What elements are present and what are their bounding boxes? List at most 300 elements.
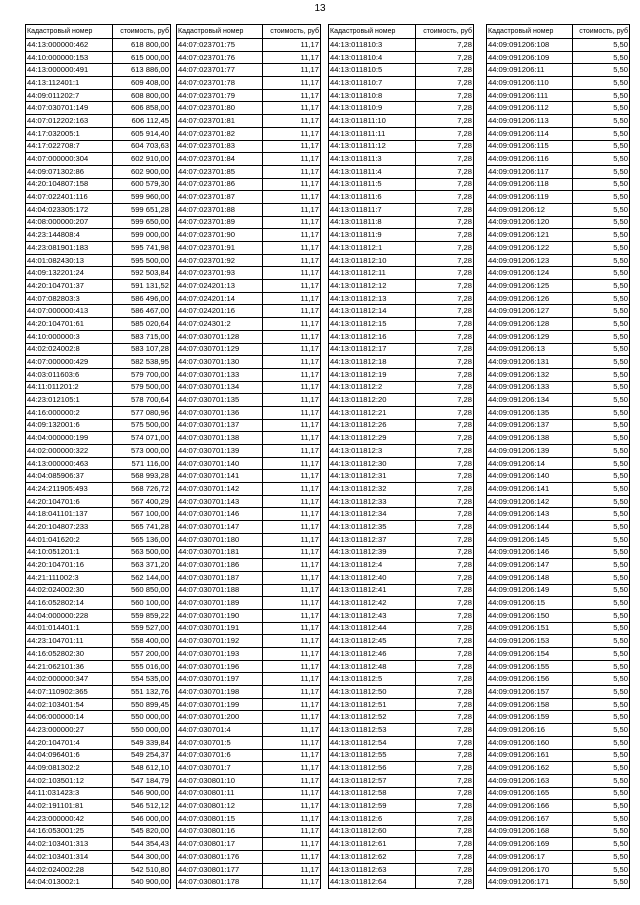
cost-cell: 5,50 xyxy=(572,242,629,255)
cost-cell: 7,28 xyxy=(416,622,474,635)
cost-cell: 11,17 xyxy=(263,305,321,318)
cost-cell: 11,17 xyxy=(263,445,321,458)
cadastral-number-cell: 44:09:091206:169 xyxy=(487,838,573,851)
table-row xyxy=(26,508,171,521)
cost-cell: 7,28 xyxy=(416,394,474,407)
cadastral-number-cell: 44:20:104701:16 xyxy=(26,559,113,572)
cadastral-number-cell: 44:07:030701:189 xyxy=(177,597,263,610)
table-row xyxy=(487,381,630,394)
cost-cell: 11,17 xyxy=(263,330,321,343)
cost-cell: 568 993,28 xyxy=(113,470,171,483)
table-row xyxy=(487,698,630,711)
table-row xyxy=(177,825,321,838)
table-row xyxy=(487,851,630,864)
cost-cell: 557 200,00 xyxy=(113,648,171,661)
cadastral-number-cell: 44:02:191101:81 xyxy=(26,800,113,813)
cost-cell: 7,28 xyxy=(416,495,474,508)
cadastral-number-cell: 44:07:030701:143 xyxy=(177,495,263,508)
table-row xyxy=(26,812,171,825)
cost-cell: 7,28 xyxy=(416,178,474,191)
table-row xyxy=(26,559,171,572)
cadastral-number-cell: 44:02:103501:12 xyxy=(26,774,113,787)
cost-cell: 5,50 xyxy=(572,686,629,699)
cadastral-number-cell: 44:07:023701:85 xyxy=(177,165,263,178)
cost-cell: 7,28 xyxy=(416,521,474,534)
cost-cell: 7,28 xyxy=(416,508,474,521)
cadastral-number-cell: 44:09:091206:117 xyxy=(487,165,573,178)
cadastral-number-cell: 44:07:030701:5 xyxy=(177,736,263,749)
cost-cell: 11,17 xyxy=(263,153,321,166)
cost-cell: 7,28 xyxy=(416,64,474,77)
cost-cell: 5,50 xyxy=(572,115,629,128)
column-header-cadastral-number: Кадастровый номер xyxy=(487,25,573,39)
cost-cell: 5,50 xyxy=(572,318,629,331)
cost-cell: 11,17 xyxy=(263,203,321,216)
cadastral-number-cell: 44:02:024002:8 xyxy=(26,343,113,356)
table-row xyxy=(487,445,630,458)
table-row xyxy=(329,140,474,153)
cost-cell: 7,28 xyxy=(416,571,474,584)
table-row xyxy=(177,191,321,204)
table-row xyxy=(177,140,321,153)
cadastral-number-cell: 44:07:000000:413 xyxy=(26,305,113,318)
cadastral-number-cell: 44:07:030701:140 xyxy=(177,457,263,470)
table-row xyxy=(487,724,630,737)
cadastral-number-cell: 44:13:011810:7 xyxy=(329,77,416,90)
table-row xyxy=(26,51,171,64)
cadastral-number-cell: 44:21:062101:36 xyxy=(26,660,113,673)
table-row xyxy=(26,724,171,737)
column-header-cadastral-number: Кадастровый номер xyxy=(177,25,263,39)
cadastral-number-cell: 44:09:091206:111 xyxy=(487,89,573,102)
cost-cell: 11,17 xyxy=(263,787,321,800)
table-row xyxy=(26,762,171,775)
cadastral-number-cell: 44:04:096401:6 xyxy=(26,749,113,762)
cost-cell: 5,50 xyxy=(572,89,629,102)
cadastral-number-cell: 44:09:091206:129 xyxy=(487,330,573,343)
cost-cell: 7,28 xyxy=(416,305,474,318)
table-row xyxy=(177,280,321,293)
cost-cell: 5,50 xyxy=(572,673,629,686)
cadastral-number-cell: 44:23:000000:42 xyxy=(26,812,113,825)
cadastral-number-cell: 44:04:023305:172 xyxy=(26,203,113,216)
table-row xyxy=(177,749,321,762)
cost-cell: 602 910,00 xyxy=(113,153,171,166)
table-row xyxy=(177,330,321,343)
cost-cell: 567 400,29 xyxy=(113,495,171,508)
cadastral-number-cell: 44:09:091206:154 xyxy=(487,648,573,661)
table-row xyxy=(329,584,474,597)
cadastral-number-cell: 44:09:071302:86 xyxy=(26,165,113,178)
cost-cell: 5,50 xyxy=(572,584,629,597)
table-row xyxy=(177,318,321,331)
table-row xyxy=(329,736,474,749)
cadastral-number-cell: 44:13:011811:12 xyxy=(329,140,416,153)
table-row xyxy=(487,749,630,762)
table-row xyxy=(487,77,630,90)
table-row xyxy=(487,292,630,305)
cadastral-number-cell: 44:07:030701:149 xyxy=(26,102,113,115)
cost-cell: 7,28 xyxy=(416,242,474,255)
cost-cell: 565 741,28 xyxy=(113,521,171,534)
table-row xyxy=(487,812,630,825)
cadastral-number-cell: 44:20:104701:37 xyxy=(26,280,113,293)
cadastral-number-cell: 44:07:030801:12 xyxy=(177,800,263,813)
cost-cell: 5,50 xyxy=(572,533,629,546)
cost-cell: 11,17 xyxy=(263,546,321,559)
cadastral-number-cell: 44:09:091206:171 xyxy=(487,876,573,889)
table-row xyxy=(26,165,171,178)
cost-cell: 7,28 xyxy=(416,470,474,483)
cost-cell: 7,28 xyxy=(416,762,474,775)
cadastral-number-cell: 44:07:030701:139 xyxy=(177,445,263,458)
cadastral-number-cell: 44:09:091206:150 xyxy=(487,609,573,622)
table-row xyxy=(26,305,171,318)
cadastral-number-cell: 44:13:011812:14 xyxy=(329,305,416,318)
table-row xyxy=(487,368,630,381)
cadastral-number-cell: 44:23:144808:4 xyxy=(26,229,113,242)
cadastral-number-cell: 44:13:011812:4 xyxy=(329,559,416,572)
table-row xyxy=(487,635,630,648)
cost-cell: 11,17 xyxy=(263,178,321,191)
cadastral-number-cell: 44:09:091206:160 xyxy=(487,736,573,749)
cadastral-number-cell: 44:21:111002:3 xyxy=(26,571,113,584)
cadastral-number-cell: 44:07:023701:80 xyxy=(177,102,263,115)
cost-cell: 7,28 xyxy=(416,432,474,445)
cadastral-number-cell: 44:09:091206:132 xyxy=(487,368,573,381)
table-row xyxy=(26,127,171,140)
cost-cell: 560 100,00 xyxy=(113,597,171,610)
table-row xyxy=(329,343,474,356)
table-row xyxy=(177,292,321,305)
table-row xyxy=(26,800,171,813)
table-row xyxy=(177,51,321,64)
cadastral-table-2 xyxy=(176,24,321,889)
cadastral-number-cell: 44:07:030701:135 xyxy=(177,394,263,407)
cadastral-number-cell: 44:09:091206:162 xyxy=(487,762,573,775)
table-row xyxy=(177,876,321,889)
cadastral-number-cell: 44:09:091206:135 xyxy=(487,406,573,419)
cost-cell: 7,28 xyxy=(416,648,474,661)
table-row xyxy=(487,457,630,470)
cost-cell: 558 400,00 xyxy=(113,635,171,648)
table-row xyxy=(329,102,474,115)
cost-cell: 591 131,52 xyxy=(113,280,171,293)
cadastral-number-cell: 44:13:000000:462 xyxy=(26,39,113,52)
cadastral-number-cell: 44:13:011812:64 xyxy=(329,876,416,889)
table-row xyxy=(329,660,474,673)
table-row xyxy=(177,356,321,369)
table-row xyxy=(487,800,630,813)
cadastral-number-cell: 44:07:110902:365 xyxy=(26,686,113,699)
cost-cell: 5,50 xyxy=(572,546,629,559)
table-row xyxy=(329,597,474,610)
table-row xyxy=(329,191,474,204)
table-row xyxy=(26,216,171,229)
cost-cell: 5,50 xyxy=(572,292,629,305)
cadastral-number-cell: 44:13:011812:33 xyxy=(329,495,416,508)
cadastral-table-3 xyxy=(328,24,474,889)
cost-cell: 550 899,45 xyxy=(113,698,171,711)
cadastral-number-cell: 44:09:091206:165 xyxy=(487,787,573,800)
cost-cell: 5,50 xyxy=(572,800,629,813)
cost-cell: 606 112,45 xyxy=(113,115,171,128)
table-row xyxy=(487,216,630,229)
cadastral-number-cell: 44:09:091206:17 xyxy=(487,851,573,864)
cost-cell: 549 339,84 xyxy=(113,736,171,749)
table-row xyxy=(177,457,321,470)
cadastral-number-cell: 44:07:022401:116 xyxy=(26,191,113,204)
cadastral-number-cell: 44:09:091206:161 xyxy=(487,749,573,762)
cadastral-number-cell: 44:07:023701:89 xyxy=(177,216,263,229)
table-row xyxy=(177,115,321,128)
cost-cell: 11,17 xyxy=(263,457,321,470)
table-row xyxy=(177,242,321,255)
cost-cell: 599 650,00 xyxy=(113,216,171,229)
cost-cell: 11,17 xyxy=(263,115,321,128)
cadastral-number-cell: 44:13:011812:31 xyxy=(329,470,416,483)
table-row xyxy=(329,635,474,648)
table-row xyxy=(487,203,630,216)
cadastral-number-cell: 44:10:051201:1 xyxy=(26,546,113,559)
table-row xyxy=(177,267,321,280)
cadastral-number-cell: 44:07:023701:88 xyxy=(177,203,263,216)
cost-cell: 5,50 xyxy=(572,711,629,724)
cadastral-number-cell: 44:07:023701:78 xyxy=(177,77,263,90)
cadastral-number-cell: 44:13:011812:62 xyxy=(329,851,416,864)
cost-cell: 7,28 xyxy=(416,51,474,64)
cost-cell: 5,50 xyxy=(572,330,629,343)
cadastral-number-cell: 44:09:091206:138 xyxy=(487,432,573,445)
cost-cell: 7,28 xyxy=(416,609,474,622)
table-row xyxy=(26,89,171,102)
cadastral-number-cell: 44:13:011812:35 xyxy=(329,521,416,534)
cost-cell: 5,50 xyxy=(572,267,629,280)
table-row xyxy=(329,711,474,724)
cost-cell: 7,28 xyxy=(416,165,474,178)
cost-cell: 11,17 xyxy=(263,495,321,508)
table-row xyxy=(487,242,630,255)
cost-cell: 605 914,40 xyxy=(113,127,171,140)
cost-cell: 7,28 xyxy=(416,406,474,419)
table-row xyxy=(26,343,171,356)
cadastral-number-cell: 44:02:024002:30 xyxy=(26,584,113,597)
table-row xyxy=(329,39,474,52)
table-row xyxy=(329,876,474,889)
cadastral-number-cell: 44:07:030701:197 xyxy=(177,673,263,686)
table-row xyxy=(487,546,630,559)
cost-cell: 571 116,00 xyxy=(113,457,171,470)
cost-cell: 7,28 xyxy=(416,736,474,749)
table-row xyxy=(177,153,321,166)
cadastral-number-cell: 44:04:000000:228 xyxy=(26,609,113,622)
cadastral-number-cell: 44:01:082430:13 xyxy=(26,254,113,267)
cost-cell: 11,17 xyxy=(263,39,321,52)
cost-cell: 11,17 xyxy=(263,812,321,825)
cadastral-number-cell: 44:07:030701:130 xyxy=(177,356,263,369)
cadastral-number-cell: 44:13:011812:40 xyxy=(329,571,416,584)
cadastral-number-cell: 44:13:011812:60 xyxy=(329,825,416,838)
cost-cell: 5,50 xyxy=(572,698,629,711)
cost-cell: 11,17 xyxy=(263,51,321,64)
cadastral-number-cell: 44:09:091206:134 xyxy=(487,394,573,407)
cost-cell: 546 900,00 xyxy=(113,787,171,800)
cost-cell: 7,28 xyxy=(416,419,474,432)
table-row xyxy=(26,318,171,331)
cost-cell: 11,17 xyxy=(263,406,321,419)
cadastral-number-cell: 44:04:085906:37 xyxy=(26,470,113,483)
table-row xyxy=(26,470,171,483)
table-row xyxy=(487,165,630,178)
table-row xyxy=(26,648,171,661)
cost-cell: 559 527,00 xyxy=(113,622,171,635)
cost-cell: 5,50 xyxy=(572,39,629,52)
cadastral-number-cell: 44:09:091206:118 xyxy=(487,178,573,191)
cadastral-number-cell: 44:13:011812:56 xyxy=(329,762,416,775)
table-row xyxy=(177,863,321,876)
cost-cell: 11,17 xyxy=(263,774,321,787)
table-row xyxy=(26,851,171,864)
table-row xyxy=(26,178,171,191)
table-row xyxy=(487,559,630,572)
cost-cell: 7,28 xyxy=(416,863,474,876)
cadastral-number-cell: 44:09:091206:146 xyxy=(487,546,573,559)
cadastral-number-cell: 44:13:011812:32 xyxy=(329,483,416,496)
cadastral-number-cell: 44:08:000000:207 xyxy=(26,216,113,229)
table-row xyxy=(26,229,171,242)
cost-cell: 602 900,00 xyxy=(113,165,171,178)
cost-cell: 11,17 xyxy=(263,229,321,242)
cost-cell: 7,28 xyxy=(416,343,474,356)
cadastral-number-cell: 44:07:030701:198 xyxy=(177,686,263,699)
cadastral-number-cell: 44:11:031423:3 xyxy=(26,787,113,800)
cost-cell: 11,17 xyxy=(263,165,321,178)
table-row xyxy=(329,800,474,813)
cadastral-number-cell: 44:07:030801:16 xyxy=(177,825,263,838)
cadastral-number-cell: 44:13:011812:54 xyxy=(329,736,416,749)
cadastral-number-cell: 44:09:091206:157 xyxy=(487,686,573,699)
table-row xyxy=(26,698,171,711)
cost-cell: 7,28 xyxy=(416,381,474,394)
cadastral-number-cell: 44:09:091206:170 xyxy=(487,863,573,876)
table-row xyxy=(26,203,171,216)
cadastral-number-cell: 44:09:011202:7 xyxy=(26,89,113,102)
table-row xyxy=(487,51,630,64)
table-row xyxy=(329,698,474,711)
table-row xyxy=(329,521,474,534)
table-row xyxy=(26,368,171,381)
cadastral-number-cell: 44:13:000000:463 xyxy=(26,457,113,470)
table-row xyxy=(329,229,474,242)
table-row xyxy=(487,267,630,280)
cost-cell: 7,28 xyxy=(416,254,474,267)
table-row xyxy=(177,102,321,115)
cost-cell: 548 612,10 xyxy=(113,762,171,775)
cost-cell: 5,50 xyxy=(572,457,629,470)
cost-cell: 582 538,95 xyxy=(113,356,171,369)
cost-cell: 5,50 xyxy=(572,356,629,369)
table-row xyxy=(487,673,630,686)
cadastral-number-cell: 44:13:011810:3 xyxy=(329,39,416,52)
cadastral-number-cell: 44:13:011810:9 xyxy=(329,102,416,115)
cost-cell: 567 100,00 xyxy=(113,508,171,521)
cost-cell: 565 136,00 xyxy=(113,533,171,546)
cost-cell: 583 715,00 xyxy=(113,330,171,343)
cadastral-number-cell: 44:09:091206:14 xyxy=(487,457,573,470)
cost-cell: 5,50 xyxy=(572,343,629,356)
table-row xyxy=(177,660,321,673)
table-row xyxy=(487,609,630,622)
cadastral-number-cell: 44:07:024301:2 xyxy=(177,318,263,331)
cadastral-number-cell: 44:09:091206:113 xyxy=(487,115,573,128)
table-row xyxy=(26,153,171,166)
table-row xyxy=(26,597,171,610)
cost-cell: 7,28 xyxy=(416,102,474,115)
table-row xyxy=(487,330,630,343)
cost-cell: 11,17 xyxy=(263,127,321,140)
cost-cell: 7,28 xyxy=(416,724,474,737)
cadastral-number-cell: 44:09:091206:121 xyxy=(487,229,573,242)
cadastral-number-cell: 44:09:091206:163 xyxy=(487,774,573,787)
cadastral-number-cell: 44:09:091206:15 xyxy=(487,597,573,610)
cost-cell: 7,28 xyxy=(416,749,474,762)
table-row xyxy=(329,330,474,343)
table-row xyxy=(177,483,321,496)
cost-cell: 599 651,28 xyxy=(113,203,171,216)
cost-cell: 5,50 xyxy=(572,521,629,534)
cost-cell: 11,17 xyxy=(263,533,321,546)
cadastral-number-cell: 44:13:011812:12 xyxy=(329,280,416,293)
cadastral-number-cell: 44:13:011812:52 xyxy=(329,711,416,724)
table-row xyxy=(487,356,630,369)
cost-cell: 549 254,37 xyxy=(113,749,171,762)
cost-cell: 7,28 xyxy=(416,838,474,851)
table-row xyxy=(329,394,474,407)
cadastral-number-cell: 44:13:011812:61 xyxy=(329,838,416,851)
column-header-cadastral-number: Кадастровый номер xyxy=(329,25,416,39)
cadastral-number-cell: 44:09:091206:128 xyxy=(487,318,573,331)
cost-cell: 5,50 xyxy=(572,51,629,64)
cost-cell: 7,28 xyxy=(416,267,474,280)
cadastral-number-cell: 44:09:091206:119 xyxy=(487,191,573,204)
cost-cell: 11,17 xyxy=(263,368,321,381)
cost-cell: 5,50 xyxy=(572,825,629,838)
table-row xyxy=(487,153,630,166)
cadastral-number-cell: 44:07:030701:136 xyxy=(177,406,263,419)
table-row xyxy=(177,584,321,597)
table-row xyxy=(487,483,630,496)
cost-cell: 599 000,00 xyxy=(113,229,171,242)
cost-cell: 5,50 xyxy=(572,406,629,419)
table-row xyxy=(329,851,474,864)
cadastral-number-cell: 44:13:011812:46 xyxy=(329,648,416,661)
cost-cell: 5,50 xyxy=(572,77,629,90)
cost-cell: 542 510,80 xyxy=(113,863,171,876)
cadastral-number-cell: 44:04:000000:199 xyxy=(26,432,113,445)
cadastral-number-cell: 44:13:011811:7 xyxy=(329,203,416,216)
cadastral-number-cell: 44:07:023701:77 xyxy=(177,64,263,77)
page-number: 13 xyxy=(314,3,326,14)
cost-cell: 5,50 xyxy=(572,153,629,166)
cost-cell: 5,50 xyxy=(572,305,629,318)
cadastral-number-cell: 44:13:011812:63 xyxy=(329,863,416,876)
cost-cell: 613 886,00 xyxy=(113,64,171,77)
cadastral-number-cell: 44:20:104807:158 xyxy=(26,178,113,191)
cadastral-number-cell: 44:09:091206:139 xyxy=(487,445,573,458)
cost-cell: 618 800,00 xyxy=(113,39,171,52)
cost-cell: 546 000,00 xyxy=(113,812,171,825)
cadastral-number-cell: 44:17:032005:1 xyxy=(26,127,113,140)
